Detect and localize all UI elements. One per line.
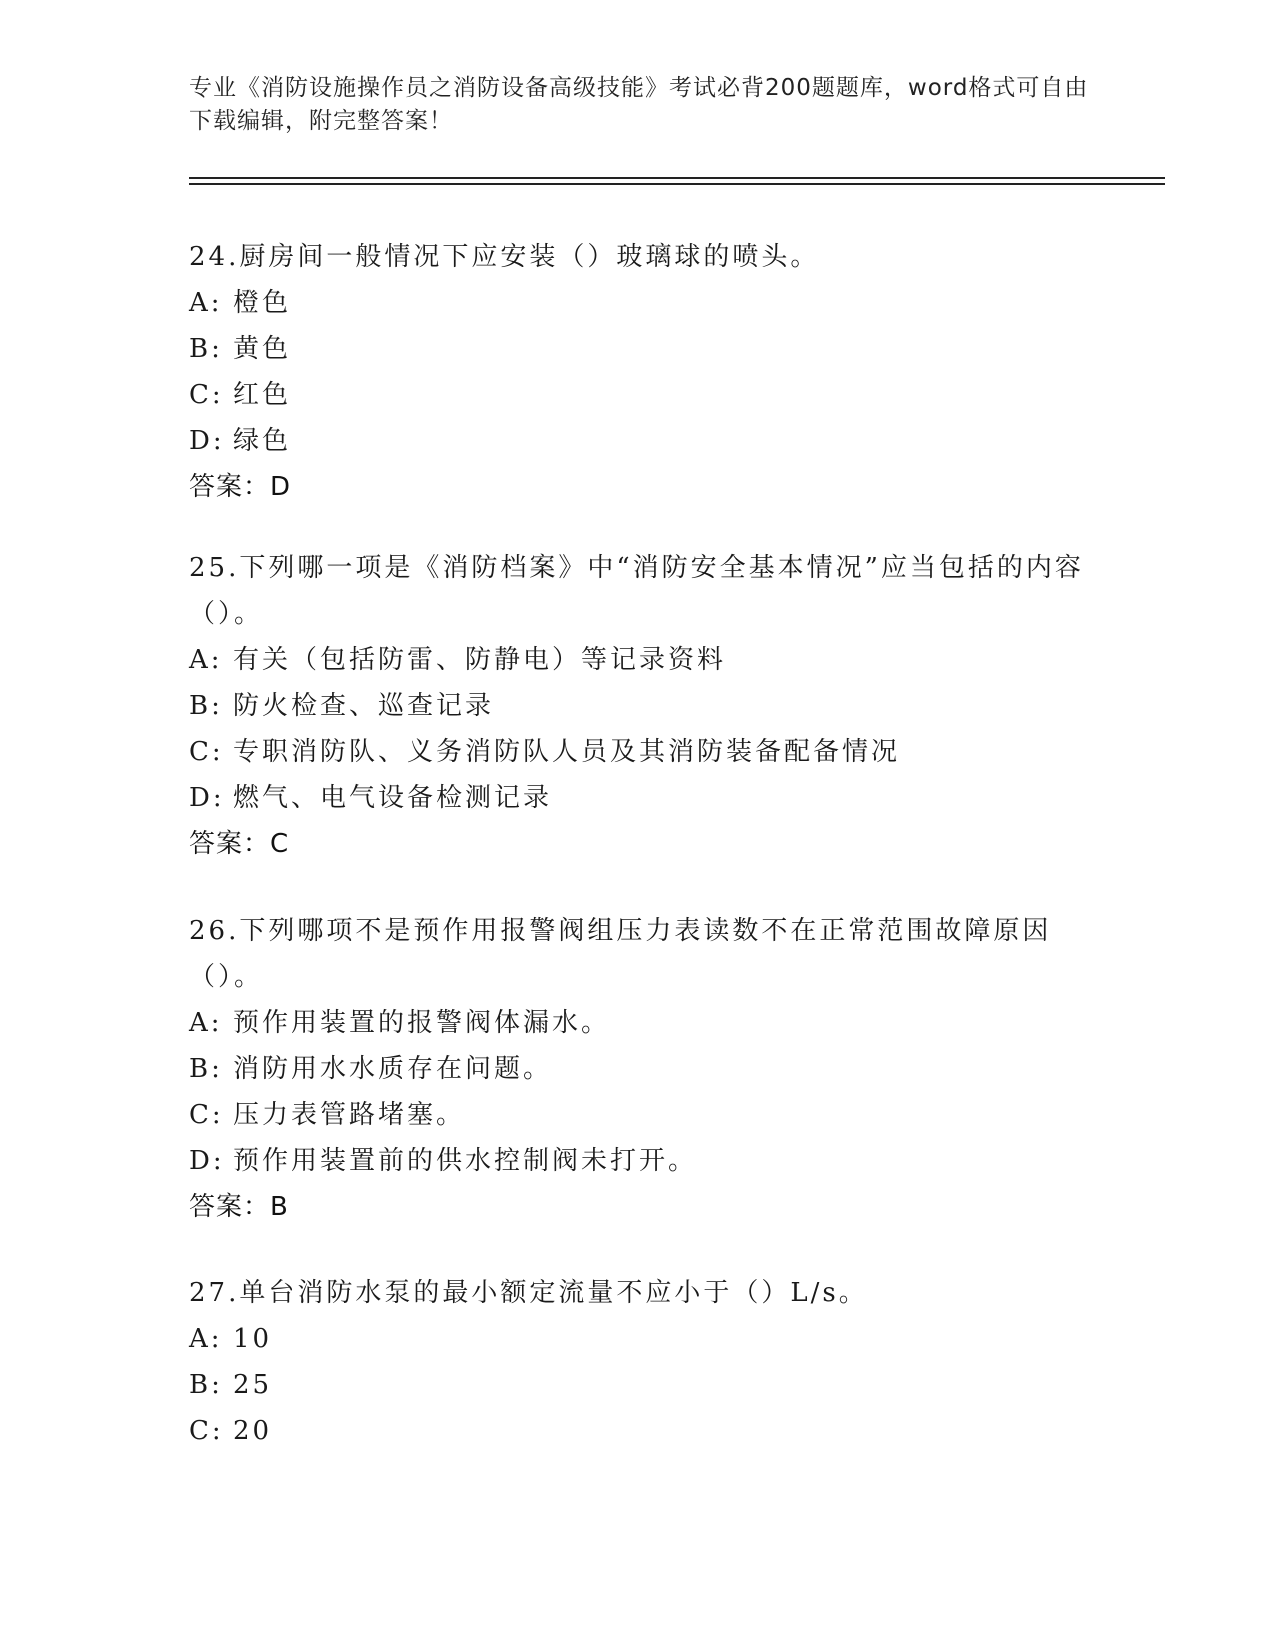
answer-line: 答案：B <box>189 1192 289 1222</box>
option-letter: C: <box>189 737 224 767</box>
option-text: 红色 <box>233 380 292 410</box>
question-stem: 26.下列哪项不是预作用报警阀组压力表读数不在正常范围故障原因（）。 <box>189 916 1052 992</box>
question-stem: 27.单台消防水泵的最小额定流量不应小于（）L/s。 <box>189 1278 868 1308</box>
option-letter: B: <box>189 691 223 721</box>
option-letter: B: <box>189 334 223 364</box>
option-b <box>189 326 1089 372</box>
option-letter: B: <box>189 1370 223 1400</box>
option-letter: A: <box>189 1324 223 1354</box>
option-text: 20 <box>233 1416 273 1446</box>
answer-line: 答案：C <box>189 829 290 859</box>
option-b <box>189 1362 1089 1408</box>
option-d <box>189 1138 1089 1184</box>
option-b <box>189 1046 1089 1092</box>
option-letter: A: <box>189 288 223 318</box>
option-c <box>189 1408 1089 1454</box>
option-c <box>189 1092 1089 1138</box>
question-24 <box>189 234 1089 510</box>
option-text: 预作用装置前的供水控制阀未打开。 <box>233 1146 698 1176</box>
option-a <box>189 280 1089 326</box>
option-a <box>189 637 1089 683</box>
option-text: 有关（包括防雷、防静电）等记录资料 <box>233 645 727 675</box>
question-stem: 25.下列哪一项是《消防档案》中“消防安全基本情况”应当包括的内容（）。 <box>189 553 1084 629</box>
question-25 <box>189 545 1089 867</box>
option-b <box>189 683 1089 729</box>
option-a <box>189 1316 1089 1362</box>
option-text: 燃气、电气设备检测记录 <box>233 783 553 813</box>
option-text: 橙色 <box>233 288 292 318</box>
option-text: 专职消防队、义务消防队人员及其消防装备配备情况 <box>233 737 901 767</box>
document-header: 专业《消防设施操作员之消防设备高级技能》考试必背200题题库，word格式可自由下载编辑，附完整答案！ <box>189 75 1089 134</box>
option-letter: C: <box>189 1100 224 1130</box>
option-text: 10 <box>233 1324 273 1354</box>
option-text: 消防用水水质存在问题。 <box>233 1054 553 1084</box>
question-27 <box>189 1270 1089 1454</box>
option-text: 黄色 <box>233 334 292 364</box>
option-letter: D: <box>189 783 225 813</box>
option-text: 绿色 <box>233 426 292 456</box>
option-text: 压力表管路堵塞。 <box>233 1100 466 1130</box>
option-letter: D: <box>189 426 225 456</box>
answer-line: 答案：D <box>189 472 292 502</box>
option-text: 防火检查、巡查记录 <box>233 691 495 721</box>
question-26 <box>189 908 1089 1230</box>
question-stem: 24.厨房间一般情况下应安装（）玻璃球的喷头。 <box>189 242 820 272</box>
option-text: 预作用装置的报警阀体漏水。 <box>233 1008 611 1038</box>
option-letter: C: <box>189 1416 224 1446</box>
header-divider-top <box>189 177 1165 179</box>
option-text: 25 <box>233 1370 273 1400</box>
option-letter: D: <box>189 1146 225 1176</box>
option-a <box>189 1000 1089 1046</box>
option-d <box>189 418 1089 464</box>
option-c <box>189 372 1089 418</box>
option-letter: A: <box>189 1008 223 1038</box>
option-c <box>189 729 1089 775</box>
header-divider-bottom <box>189 183 1165 185</box>
option-letter: A: <box>189 645 223 675</box>
option-letter: C: <box>189 380 224 410</box>
option-d <box>189 775 1089 821</box>
option-letter: B: <box>189 1054 223 1084</box>
